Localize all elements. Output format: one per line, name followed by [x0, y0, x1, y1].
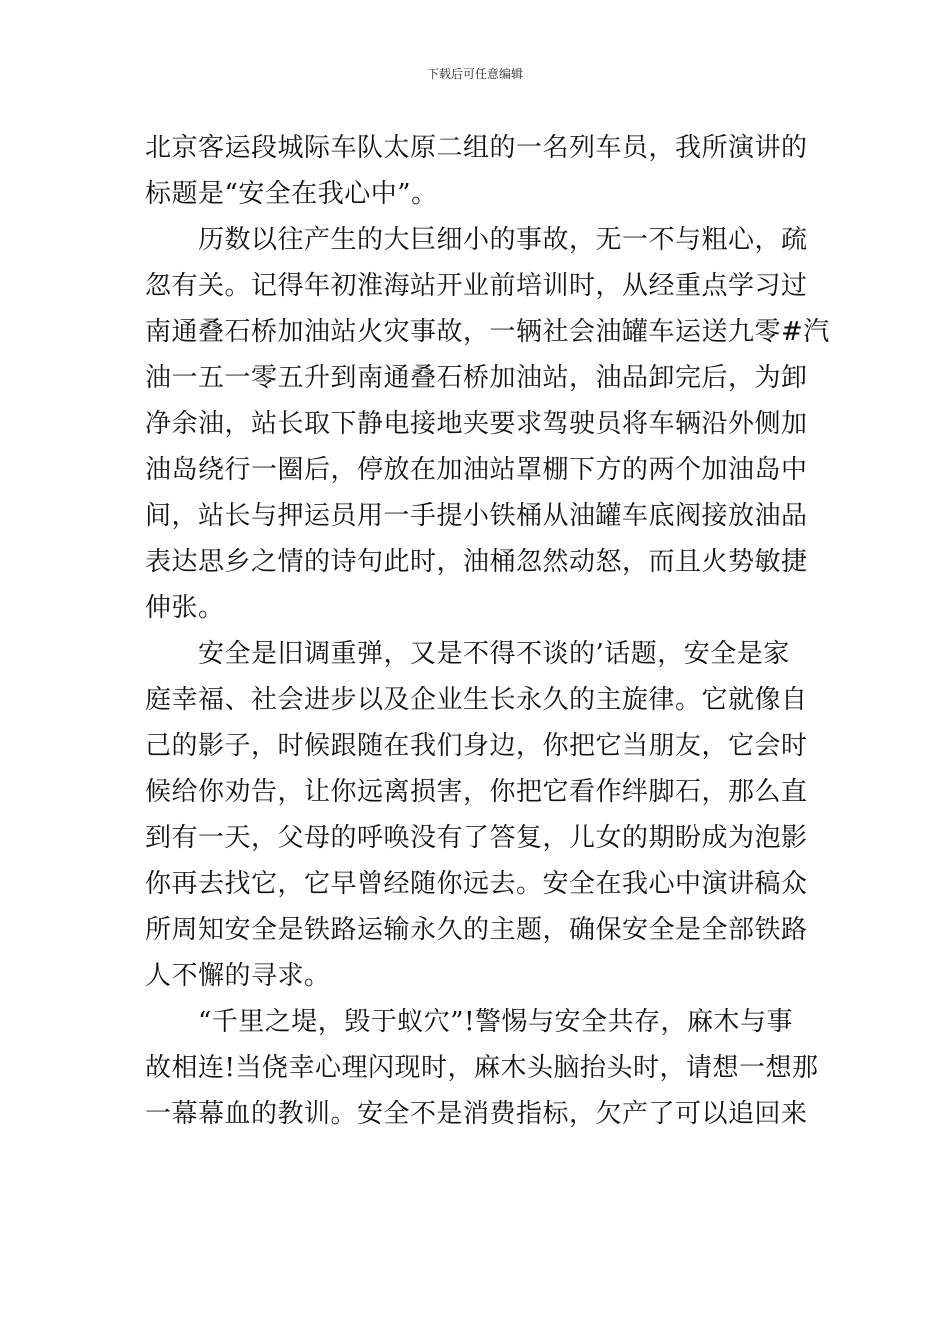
text-line: 南通叠石桥加油站火灾事故，一辆社会油罐车运送九零#汽: [145, 317, 830, 347]
text-line: 你再去找它，它早曾经随你远去。安全在我心中演讲稿众: [145, 869, 808, 899]
text-line: 历数以往产生的大巨细小的事故，无一不与粗心，疏: [145, 225, 808, 255]
text-line: 净余油，站长取下静电接地夹要求驾驶员将车辆沿外侧加: [145, 409, 808, 439]
text-line: 标题是“安全在我心中”。: [145, 179, 438, 209]
text-line: 人不懈的寻求。: [145, 961, 331, 991]
text-line: 北京客运段城际车队太原二组的一名列车员，我所演讲的: [145, 133, 808, 163]
text-line: 油一五一零五升到南通叠石桥加油站，油品卸完后，为卸: [145, 363, 808, 393]
text-line: 忽有关。记得年初淮海站开业前培训时，从经重点学习过: [145, 271, 808, 301]
text-line: 故相连!当侥幸心理闪现时，麻木头脑抬头时，请想一想那: [145, 1053, 819, 1083]
text-line: 安全是旧调重弹，又是不得不谈的’话题，安全是家: [145, 639, 790, 669]
text-line: “千里之堤，毁于蚁穴”!警惕与安全共存，麻木与事: [145, 1007, 794, 1037]
text-line: 油岛绕行一圈后，停放在加油站罩棚下方的两个加油岛中: [145, 455, 808, 485]
text-line: 一幕幕血的教训。安全不是消费指标，欠产了可以追回来: [145, 1099, 808, 1129]
text-line: 伸张。: [145, 593, 225, 623]
document-body: [145, 125, 830, 1137]
text-line: 所周知安全是铁路运输永久的主题，确保安全是全部铁路: [145, 915, 808, 945]
text-line: 间，站长与押运员用一手提小铁桶从油罐车底阀接放油品: [145, 501, 808, 531]
text-line: 候给你劝告，让你远离损害，你把它看作绊脚石，那么直: [145, 777, 808, 807]
text-line: 己的影子，时候跟随在我们身边，你把它当朋友，它会时: [145, 731, 808, 761]
page-header: 下载后可任意编辑: [426, 67, 523, 81]
text-line: 表达思乡之情的诗句此时，油桶忽然动怒，而且火势敏捷: [145, 547, 808, 577]
text-line: 到有一天，父母的呼唤没有了答复，儿女的期盼成为泡影: [145, 823, 808, 853]
text-line: 庭幸福、社会进步以及企业生长永久的主旋律。它就像自: [145, 685, 808, 715]
